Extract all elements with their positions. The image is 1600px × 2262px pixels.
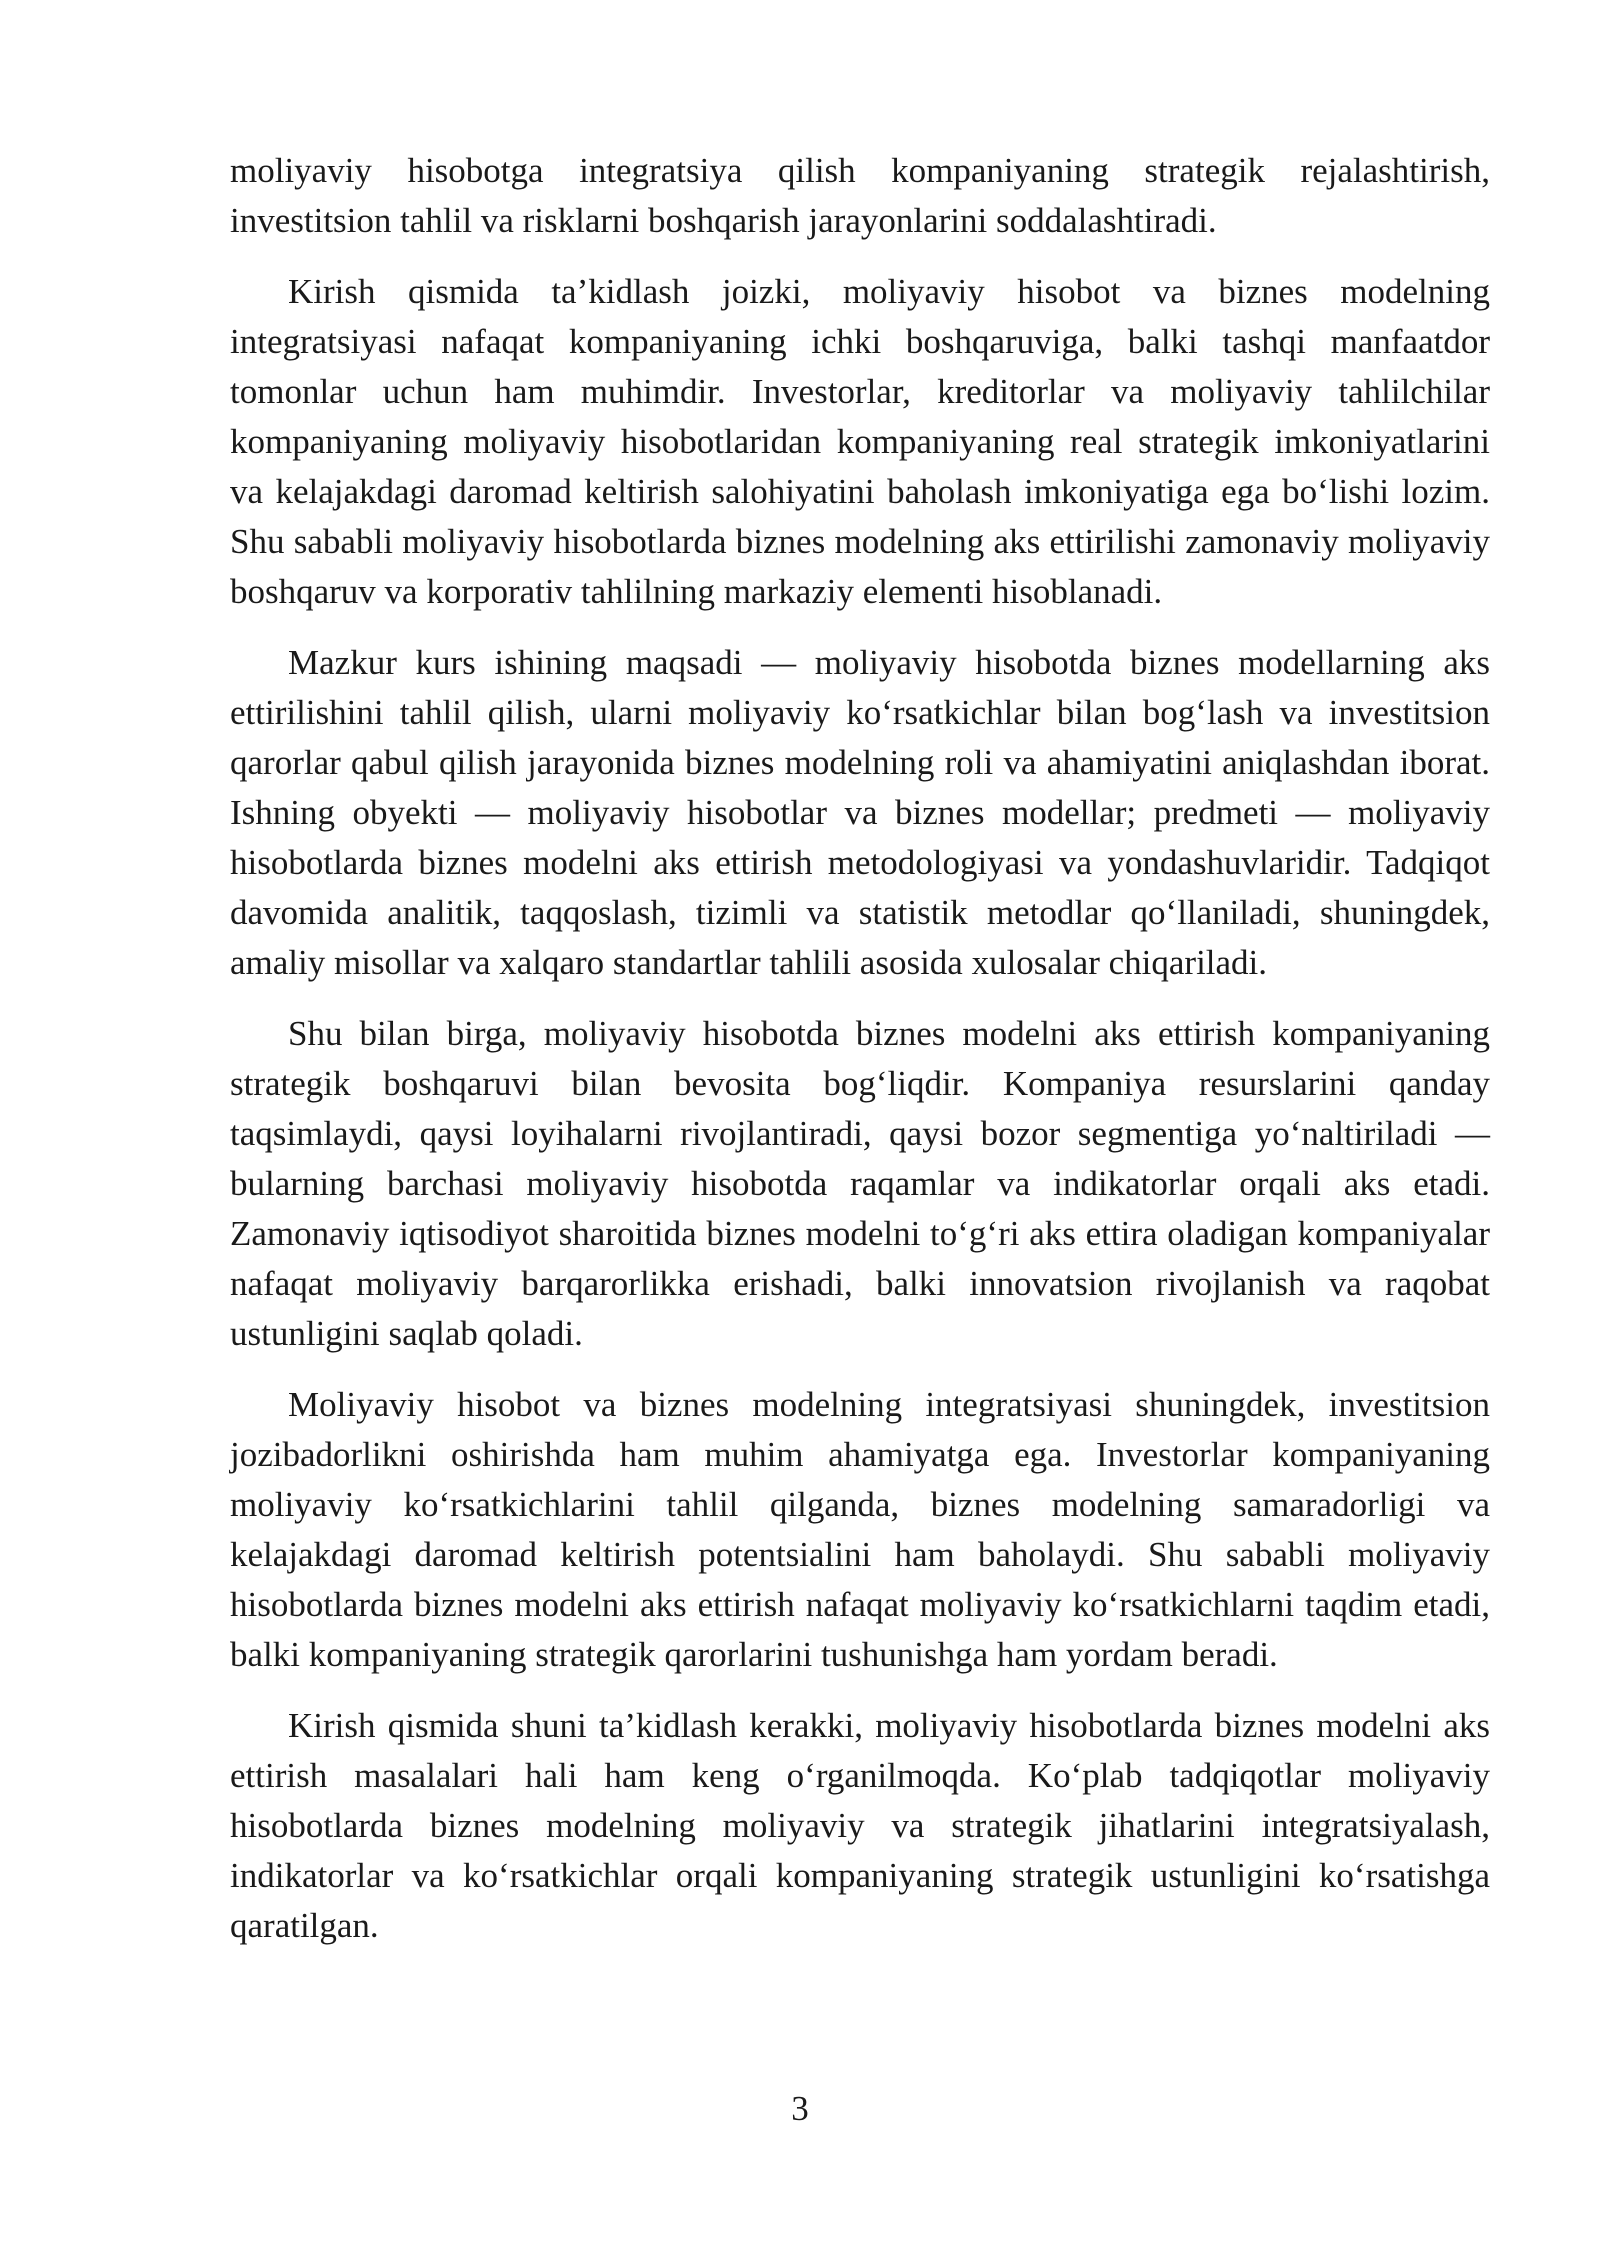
paragraph-strategic-management: Shu bilan birga, moliyaviy hisobotda biznes modelni aks ettirish kompaniyaning strategik boshqaruvi bilan bevosita bog‘liqdir. Kompaniya resurslarini qanday taqsimlaydi, qaysi loyihalarni rivojlantiradi, qaysi bozor segmentiga yo‘naltiriladi — bularning barchasi moliyaviy hisobotda raqamlar va indikatorlar orqali aks etadi. Zamonaviy iqtisodiyot sharoitida biznes modelni to‘g‘ri aks ettira oladigan kompaniyalar nafaqat moliyaviy barqarorlikka erishadi, balki innovatsion rivojlanish va raqobat ustunligini saqlab qoladi. — [230, 1014, 1490, 1353]
paragraph-course-goal: Mazkur kurs ishining maqsadi — moliyaviy hisobotda biznes modellarning aks ettirilishini tahlil qilish, ularni moliyaviy ko‘rsatkichlar bilan bog‘lash va investitsion qarorlar qabul qilish jarayonida biznes modelning roli va ahamiyatini aniqlashdan iborat. Ishning obyekti — moliyaviy hisobotlar va biznes modellar; predmeti — moliyaviy hisobotlarda biznes modelni aks ettirish metodologiyasi va yondashuvlaridir. Tadqiqot davomida analitik, taqqoslash, tizimli va statistik metodlar qo‘llaniladi, shuningdek, amaliy misollar va xalqaro standartlar tahlili asosida xulosalar chiqariladi. — [230, 643, 1490, 982]
paragraph-continued: moliyaviy hisobotga integratsiya qilish kompaniyaning strategik rejalashtirish, investitsion tahlil va risklarni boshqarish jarayonlarini soddalashtiradi. — [230, 151, 1490, 240]
paragraph-investment-attractiveness: Moliyaviy hisobot va biznes modelning integratsiyasi shuningdek, investitsion jozibadorlikni oshirishda ham muhim ahamiyatga ega. Investorlar kompaniyaning moliyaviy ko‘rsatkichlarini tahlil qilganda, biznes modelning samaradorligi va kelajakdagi daromad keltirish potentsialini ham baholaydi. Shu sababli moliyaviy hisobotlarda biznes modelni aks ettirish nafaqat moliyaviy ko‘rsatkichlarni taqdim etadi, balki kompaniyaning strategik qarorlarini tushunishga ham yordam beradi. — [230, 1385, 1490, 1674]
paragraph-introduction-importance: Kirish qismida ta’kidlash joizki, moliyaviy hisobot va biznes modelning integratsiyasi nafaqat kompaniyaning ichki boshqaruviga, balki tashqi manfaatdor tomonlar uchun ham muhimdir. Investorlar, kreditorlar va moliyaviy tahlilchilar kompaniyaning moliyaviy hisobotlaridan kompaniyaning real strategik imkoniyatlarini va kelajakdagi daromad keltirish salohiyatini baholash imkoniyatiga ega bo‘lishi lozim. Shu sababli moliyaviy hisobotlarda biznes modelning aks ettirilishi zamonaviy moliyaviy boshqaruv va korporativ tahlilning markaziy elementi hisoblanadi. — [230, 272, 1490, 611]
paragraph-research-status: Kirish qismida shuni ta’kidlash kerakki, moliyaviy hisobotlarda biznes modelni aks ettirish masalalari hali ham keng o‘rganilmoqda. Ko‘plab tadqiqotlar moliyaviy hisobotlarda biznes modelning moliyaviy va strategik jihatlarini integratsiyalash, indikatorlar va ko‘rsatkichlar orqali kompaniyaning strategik ustunligini ko‘rsatishga qaratilgan. — [230, 1706, 1490, 1945]
page-number: 3 — [791, 2089, 809, 2128]
document-page — [230, 146, 1490, 1972]
